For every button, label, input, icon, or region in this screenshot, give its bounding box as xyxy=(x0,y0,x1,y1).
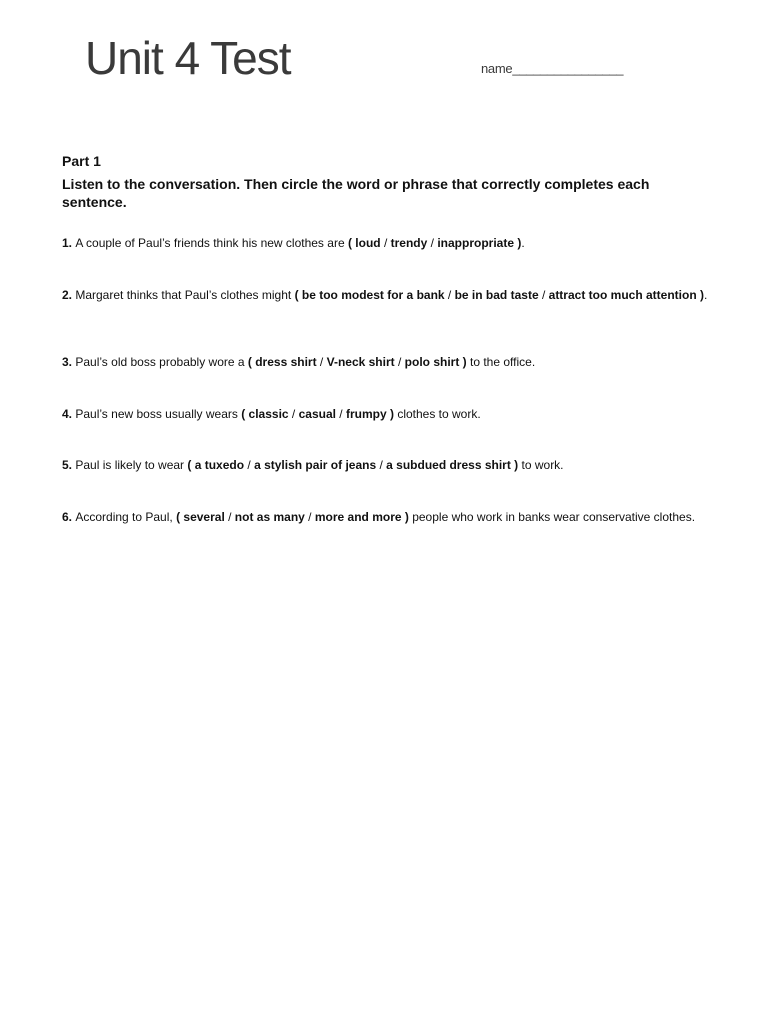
answer-choice: ( several xyxy=(176,510,225,524)
question-text: / xyxy=(316,355,327,369)
question-text: / xyxy=(288,407,299,421)
answer-choice: ( a tuxedo xyxy=(187,458,245,472)
question-text: / xyxy=(376,458,387,472)
question-text: . xyxy=(521,236,525,250)
answer-choice: attract too much attention ) xyxy=(548,288,704,302)
question-number: 1. xyxy=(62,236,76,250)
question-text: to work. xyxy=(518,458,564,472)
question-text: / xyxy=(304,510,315,524)
question-text: Paul’s new boss usually wears xyxy=(75,407,242,421)
question-number: 2. xyxy=(62,288,76,302)
answer-choice: be in bad taste xyxy=(454,288,539,302)
question-text: / xyxy=(444,288,455,302)
question-text: / xyxy=(380,236,391,250)
answer-choice: casual xyxy=(298,407,336,421)
question-text: / xyxy=(335,407,346,421)
question-text: / xyxy=(244,458,255,472)
answer-choice: V-neck shirt xyxy=(326,355,395,369)
answer-choice: not as many xyxy=(234,510,305,524)
answer-choice: trendy xyxy=(390,236,428,250)
answer-choice: ( be too modest for a bank xyxy=(294,288,445,302)
question-5 xyxy=(62,457,712,473)
question-6 xyxy=(62,509,712,525)
answer-choice: ( loud xyxy=(347,236,381,250)
question-text: / xyxy=(394,355,405,369)
question-text: / xyxy=(427,236,438,250)
question-text: / xyxy=(538,288,549,302)
question-1 xyxy=(62,235,712,251)
question-number: 3. xyxy=(62,355,76,369)
answer-choice: a stylish pair of jeans xyxy=(254,458,377,472)
answer-choice: polo shirt ) xyxy=(404,355,467,369)
instructions: Listen to the conversation. Then circle the word or phrase that correctly completes each sentence. xyxy=(62,176,650,210)
part-label: Part 1 xyxy=(62,153,101,169)
name-field: name________________ xyxy=(481,61,624,76)
question-text: A couple of Paul’s friends think his new clothes are xyxy=(75,236,348,250)
question-text: clothes to work. xyxy=(393,407,481,421)
question-2 xyxy=(62,287,712,303)
question-text: to the office. xyxy=(466,355,536,369)
question-text: According to Paul, xyxy=(75,510,177,524)
question-text: Paul’s old boss probably wore a xyxy=(75,355,248,369)
answer-choice: ( classic xyxy=(241,407,289,421)
question-text: Margaret thinks that Paul’s clothes might xyxy=(75,288,295,302)
question-text: / xyxy=(224,510,235,524)
question-3 xyxy=(62,354,712,370)
question-text: Paul is likely to wear xyxy=(75,458,188,472)
answer-choice: frumpy ) xyxy=(345,407,394,421)
question-text: . xyxy=(703,288,708,302)
question-number: 5. xyxy=(62,458,76,472)
question-4 xyxy=(62,406,712,422)
question-text: people who work in banks wear conservative clothes. xyxy=(408,510,696,524)
answer-choice: ( dress shirt xyxy=(247,355,317,369)
answer-choice: a subdued dress shirt ) xyxy=(386,458,519,472)
question-number: 4. xyxy=(62,407,76,421)
answer-choice: inappropriate ) xyxy=(437,236,522,250)
page-title: Unit 4 Test xyxy=(85,32,291,84)
answer-choice: more and more ) xyxy=(314,510,409,524)
question-number: 6. xyxy=(62,510,76,524)
